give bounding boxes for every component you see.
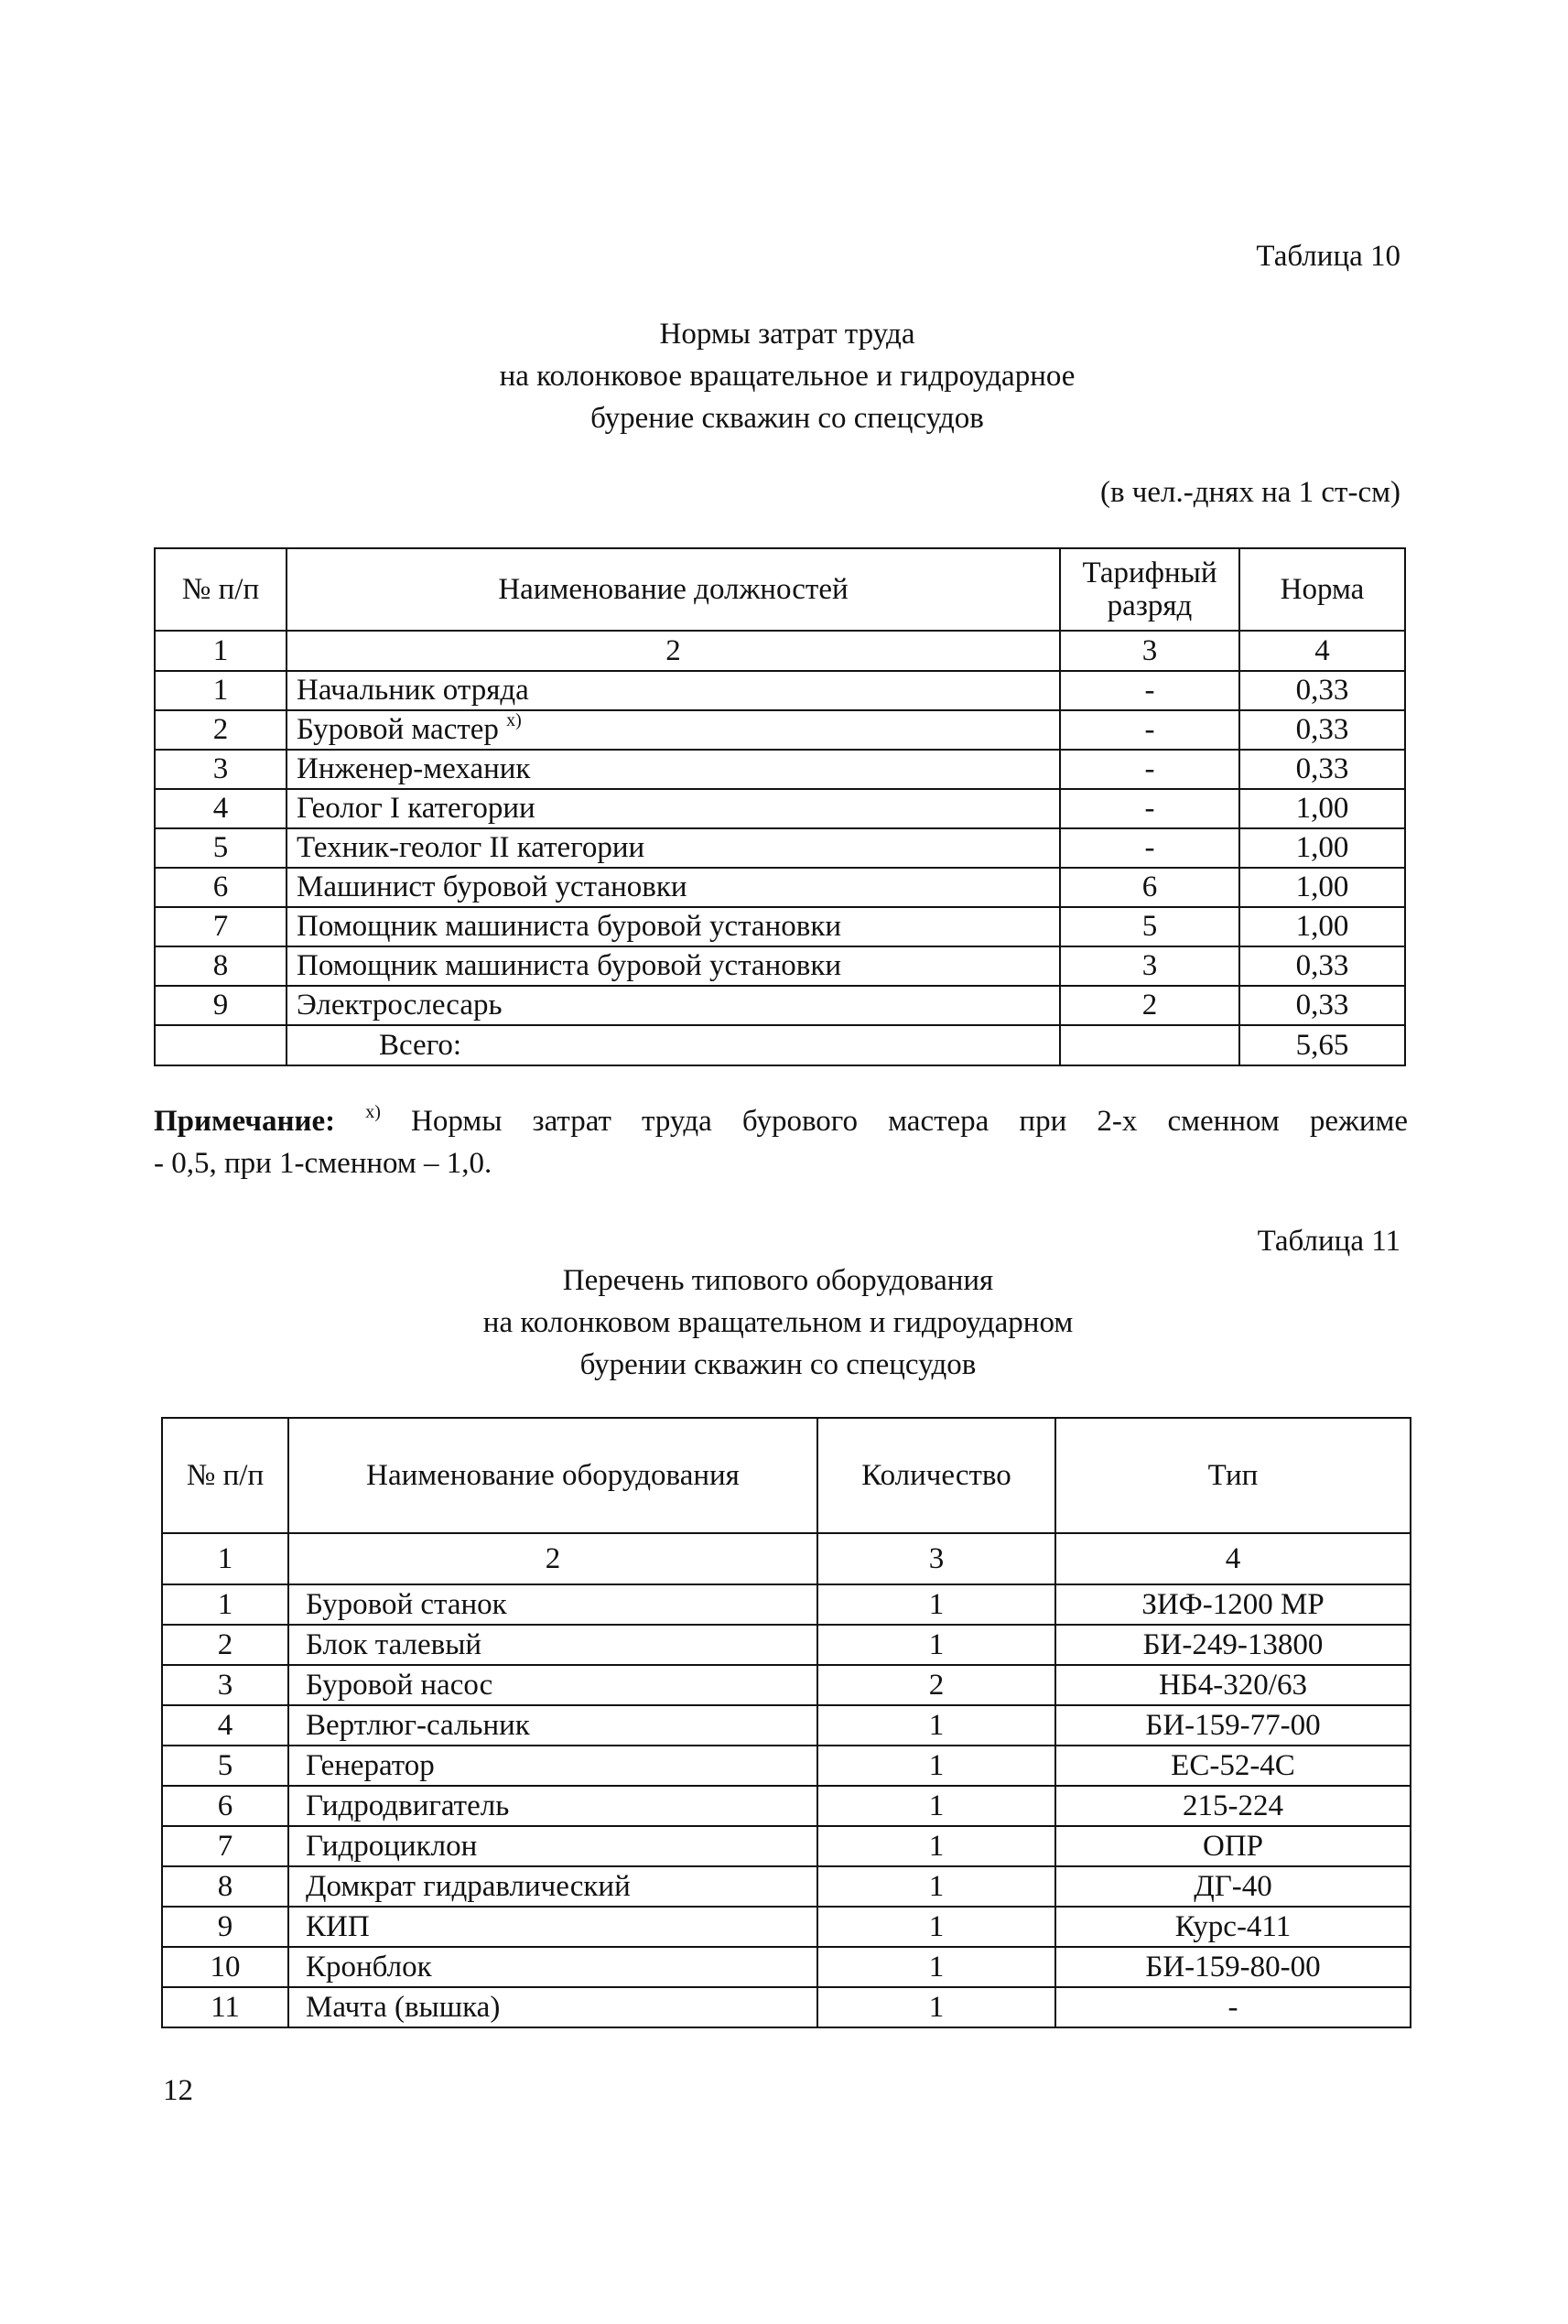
row-number: 2 [162,1625,288,1665]
tariff-grade: - [1060,671,1239,710]
equipment-name: Кронблок [288,1947,817,1987]
table-row [155,789,1405,828]
row-number: 3 [155,750,287,789]
equipment-name: Гидродвигатель [288,1786,817,1826]
equipment-name: Вертлюг-сальник [288,1705,817,1746]
note-text-2: - 0,5, при 1-сменном – 1,0. [154,1147,492,1180]
table-row [155,750,1405,789]
table-row [155,986,1405,1025]
table-row [162,1665,1411,1705]
table10-header-name: Наименование должностей [287,548,1060,631]
norm-value: 0,33 [1239,750,1405,789]
row-number: 5 [155,828,287,868]
position-name-text: Геолог I категории [297,792,535,825]
row-number: 3 [162,1665,288,1705]
equipment-quantity: 1 [817,1625,1055,1665]
table11-title-line-2: на колонковом вращательном и гидроударном [482,1306,1074,1339]
table10-header-row [155,548,1405,631]
table11-num-2: 2 [288,1533,817,1584]
row-number: 5 [162,1746,288,1786]
page-number: 12 [163,2074,193,2107]
norm-value: 1,00 [1239,828,1405,868]
position-name [287,750,1060,789]
table10-caption: Таблица 10 [1256,240,1400,273]
equipment-quantity: 1 [817,1987,1055,2027]
table-row [162,1987,1411,2027]
table10-num-3: 3 [1060,631,1239,671]
row-number: 6 [155,868,287,907]
table11-title [320,1259,1236,1386]
equipment-type: 215-224 [1055,1786,1411,1826]
table-row [162,1786,1411,1826]
equipment-quantity: 1 [817,1786,1055,1826]
note-mark: х) [365,1102,381,1122]
table-row [162,1625,1411,1665]
equipment-name: Гидроциклон [288,1826,817,1866]
position-name-text: Начальник отряда [297,674,529,707]
table-row [155,671,1405,710]
table11-numbering-row [162,1533,1411,1584]
row-number: 1 [155,671,287,710]
position-name [287,868,1060,907]
row-number: 8 [155,946,287,986]
equipment-name: Буровой насос [288,1665,817,1705]
table-row [162,1746,1411,1786]
table10-title-line-3: бурение скважин со спецсудов [590,402,984,435]
norm-value: 0,33 [1239,946,1405,986]
equipment-quantity: 1 [817,1746,1055,1786]
table11-header-row [162,1418,1411,1533]
table11-header-no: № п/п [162,1418,288,1533]
equipment-quantity: 1 [817,1826,1055,1866]
position-name-text: Машинист буровой установки [297,870,687,903]
position-name [287,986,1060,1025]
table11-header-type: Тип [1055,1418,1411,1533]
table10-title-line-1: Нормы затрат труда [659,318,915,351]
table11 [161,1417,1411,2028]
row-number: 8 [162,1866,288,1907]
table10-num-4: 4 [1239,631,1405,671]
tariff-grade: 2 [1060,986,1239,1025]
table10-num-2: 2 [287,631,1060,671]
row-number: 4 [155,789,287,828]
equipment-name: Буровой станок [288,1584,817,1625]
table-row [162,1947,1411,1987]
tariff-grade: 3 [1060,946,1239,986]
equipment-quantity: 2 [817,1665,1055,1705]
row-number: 1 [162,1584,288,1625]
position-name-text: Инженер-механик [297,752,531,785]
table11-header-qty: Количество [817,1418,1055,1533]
equipment-quantity: 1 [817,1584,1055,1625]
table10-total-empty [155,1025,287,1065]
table11-num-4: 4 [1055,1533,1411,1584]
table-row [162,1705,1411,1746]
table10 [154,547,1406,1066]
table10-num-1: 1 [155,631,287,671]
table-row [155,710,1405,750]
table10-header-no [155,548,287,631]
tariff-grade: 6 [1060,868,1239,907]
table11-title-line-1: Перечень типового оборудования [562,1264,994,1297]
table11-num-3: 3 [817,1533,1055,1584]
position-name-text: Помощник машиниста буровой установки [297,910,842,943]
table-row [155,828,1405,868]
table10-title [330,313,1245,439]
norm-value: 0,33 [1239,671,1405,710]
table10-total-grade-empty [1060,1025,1239,1065]
norm-value: 1,00 [1239,907,1405,946]
equipment-type: ДГ-40 [1055,1866,1411,1907]
table-row [155,868,1405,907]
position-name [287,907,1060,946]
table11-num-1: 1 [162,1533,288,1584]
table11-title-line-3: бурении скважин со спецсудов [579,1348,977,1381]
tariff-grade: - [1060,828,1239,868]
table11-caption: Таблица 11 [1257,1225,1400,1258]
position-name-text: Буровой мастер [297,713,499,746]
note-line [154,1100,1408,1142]
table10-header-grade: Тарифный разряд [1060,548,1239,631]
equipment-quantity: 1 [817,1947,1055,1987]
norm-value: 1,00 [1239,789,1405,828]
table-row [155,946,1405,986]
position-name [287,710,1060,750]
table-row [162,1826,1411,1866]
table10-total-row [155,1025,1405,1065]
row-number: 7 [155,907,287,946]
row-number: 7 [162,1826,288,1866]
tariff-grade: - [1060,750,1239,789]
tariff-grade: 5 [1060,907,1239,946]
equipment-name: Генератор [288,1746,817,1786]
position-name [287,671,1060,710]
equipment-quantity: 1 [817,1866,1055,1907]
equipment-name: Мачта (вышка) [288,1987,817,2027]
equipment-type: БИ-159-77-00 [1055,1705,1411,1746]
table-row [162,1907,1411,1947]
equipment-type: - [1055,1987,1411,2027]
equipment-type: БИ-159-80-00 [1055,1947,1411,1987]
note-label: Примечание: [154,1105,336,1138]
norm-value: 0,33 [1239,710,1405,750]
position-name [287,946,1060,986]
footnote-mark: х) [506,710,522,730]
equipment-name: Блок талевый [288,1625,817,1665]
table10-units: (в чел.-днях на 1 ст-см) [1099,476,1400,509]
position-name-text: Техник-геолог II категории [297,831,645,864]
row-number: 9 [162,1907,288,1947]
row-number: 2 [155,710,287,750]
row-number: 6 [162,1786,288,1826]
table11-header-name: Наименование оборудования [288,1418,817,1533]
tariff-grade: - [1060,789,1239,828]
equipment-name: Домкрат гидравлический [288,1866,817,1907]
table10-header-norm: Норма [1239,548,1405,631]
equipment-quantity: 1 [817,1705,1055,1746]
row-number: 10 [162,1947,288,1987]
position-name [287,828,1060,868]
note-text-1: Нормы затрат труда бурового мастера при 2-х сменном режиме [411,1105,1409,1138]
table-row [162,1584,1411,1625]
equipment-type: Курс-411 [1055,1907,1411,1947]
table-row [155,907,1405,946]
table10-header-no-text: № п/п [181,573,260,606]
position-name [287,789,1060,828]
note [154,1100,1408,1184]
position-name-text: Помощник машиниста буровой установки [297,949,842,982]
norm-value: 0,33 [1239,986,1405,1025]
row-number: 11 [162,1987,288,2027]
row-number: 9 [155,986,287,1025]
table10-numbering-row [155,631,1405,671]
tariff-grade: - [1060,710,1239,750]
position-name-text: Электрослесарь [297,989,503,1021]
equipment-name: КИП [288,1907,817,1947]
table-row [162,1866,1411,1907]
equipment-type: ЗИФ-1200 МР [1055,1584,1411,1625]
norm-value: 1,00 [1239,868,1405,907]
equipment-type: БИ-249-13800 [1055,1625,1411,1665]
table10-title-line-2: на колонковое вращательное и гидроударное [499,360,1076,393]
table10-total-value: 5,65 [1239,1025,1405,1065]
equipment-quantity: 1 [817,1907,1055,1947]
table10-total-label: Всего: [287,1025,1060,1065]
equipment-type: ЕС-52-4С [1055,1746,1411,1786]
equipment-type: ОПР [1055,1826,1411,1866]
equipment-type: НБ4-320/63 [1055,1665,1411,1705]
row-number: 4 [162,1705,288,1746]
